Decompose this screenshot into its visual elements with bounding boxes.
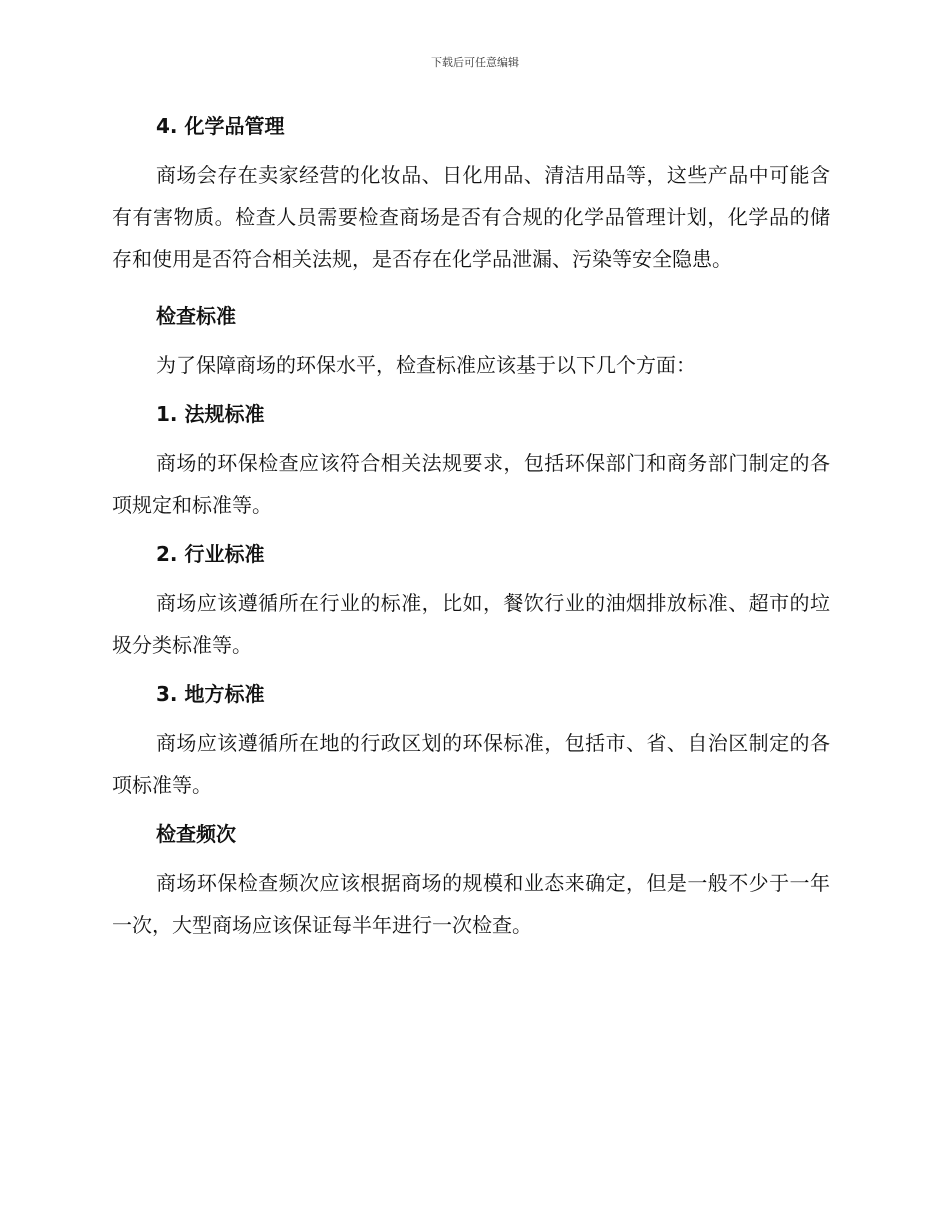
paragraph-chemicals: 商场会存在卖家经营的化妆品、日化用品、清洁用品等，这些产品中可能含有有害物质。检查人员需要检查商场是否有合规的化学品管理计划，化学品的储存和使用是否符合相关法规，是否存在化学品泄漏、污染等安全隐患。 xyxy=(112,163,830,271)
document-body xyxy=(112,110,830,946)
page-header-note: 下载后可任意编辑 xyxy=(431,56,519,69)
paragraph-local-standard: 商场应该遵循所在地的行政区划的环保标准，包括市、省、自治区制定的各项标准等。 xyxy=(112,731,830,797)
section-heading-regulation-standard: 1. 法规标准 xyxy=(156,402,265,426)
paragraph-standards-intro: 为了保障商场的环保水平，检查标准应该基于以下几个方面： xyxy=(156,353,696,377)
section-heading-frequency: 检查频次 xyxy=(156,822,236,846)
section-heading-industry-standard: 2. 行业标准 xyxy=(156,542,265,566)
paragraph-industry-standard: 商场应该遵循所在行业的标准，比如，餐饮行业的油烟排放标准、超市的垃圾分类标准等。 xyxy=(112,591,830,657)
section-heading-local-standard: 3. 地方标准 xyxy=(156,682,265,706)
section-heading-chemicals: 4. 化学品管理 xyxy=(156,114,285,138)
section-heading-standards: 检查标准 xyxy=(156,304,236,328)
paragraph-frequency: 商场环保检查频次应该根据商场的规模和业态来确定，但是一般不少于一年一次，大型商场应该保证每半年进行一次检查。 xyxy=(112,871,830,937)
paragraph-regulation-standard: 商场的环保检查应该符合相关法规要求，包括环保部门和商务部门制定的各项规定和标准等。 xyxy=(112,451,830,517)
